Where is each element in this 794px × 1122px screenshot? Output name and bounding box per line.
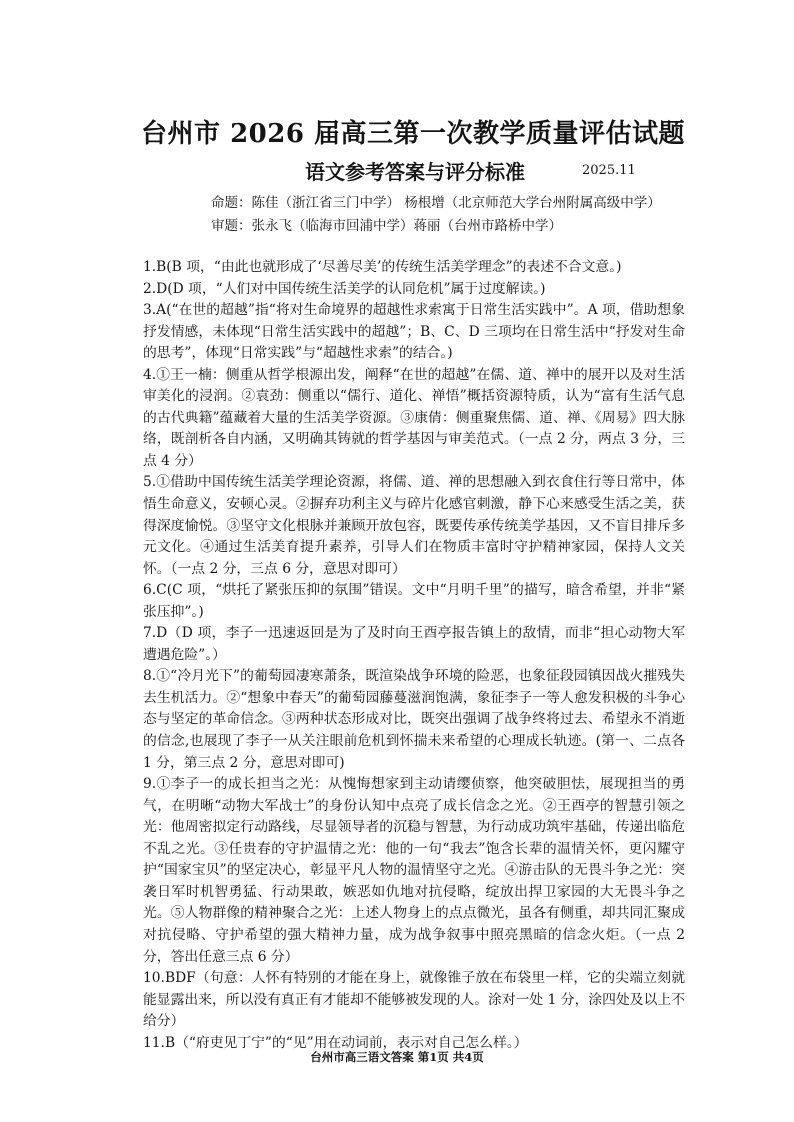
answer-7: 7.D（D 项，李子一迅速返回是为了及时向王酉亭报告镇上的敌情，而非“担心动物大军遭遇危险”。） [143,625,685,663]
answer-1: 1.B(B 项，“由此也就形成了‘尽善尽美’的传统生活美学理念”的表述不合文意。) [143,259,622,275]
answer-9: 9.①李子一的成长担当之光：从愧悔想家到主动请缨侦察，他突破胆怯，展现担当的勇气，在明晰“动物大军战士”的身份认知中点亮了成长信念之光。②王酉亭的智慧引领之光：他周密拟定行动路线，尽显领导者的沉稳与智慧，为行动成功筑牢基础，传递出临危不乱之光。③任贵春的守护温情之光：他的一句“我去”饱含长辈的温情关怀，更闪耀守护“国家宝贝”的坚定决心，彰显平凡人物的温情坚守之光。④游击队的无畏斗争之光：突袭日军时机智勇猛、行动果敢，嫉恶如仇地对抗侵略，绽放出捍卫家园的大无畏斗争之光。⑤人物群像的精神聚合之光：上述人物身上的点点微光，虽各有侧重，却共同汇聚成对抗侵略、守护希望的强大精神力量，成为战争叙事中照亮黑暗的信念火炬。（一点 2 分，答出任意三点 6 分） [143,776,685,965]
document-date: 2025.11 [582,163,636,178]
answer-8: 8.①“冷月光下”的葡萄园凄寒萧条，既渲染战争环境的险恶，也象征段园镇因战火摧残失去生机活力。②“想象中春天”的葡萄园藤蔓滋润饱满，象征李子一等人愈发积极的斗争心态与坚定的革命信念。③两种状态形成对比，既突出强调了战争终将过去、希望永不消逝的信念,也展现了李子一从关注眼前危机到怀揣未来希望的心理成长轨迹。(第一、二点各 1 分，第三点 2 分，意思对即可) [143,668,685,771]
page-footer: 台州市高三语文答案 第1页 共4页 [310,1050,484,1064]
page-subtitle: 语文参考答案与评分标准 [305,160,525,184]
answer-11: 11.B（“府吏见丁宁”的“见”用在动词前，表示对自己怎么样。） [143,1034,528,1051]
answer-5: 5.①借助中国传统生活美学理论资源，将儒、道、禅的思想融入到衣食住行等日常中，体悟生命意义，安顿心灵。②摒弃功利主义与碎片化感官刺激，静下心来感受生活之美，获得深度愉悦。③坚守文化根脉并兼顾开放包容，既要传承传统美学基因，又不盲目排斥多元文化。④通过生活美育提升素养，引导人们在物质丰富时守护精神家园，保持人文关怀。（一点 2 分，三点 6 分，意思对即可） [143,474,685,577]
authors-line: 命题：陈佳（浙江省三门中学） 杨根增（北京师范大学台州附属高级中学） [211,195,661,211]
answer-6: 6.C(C 项，“烘托了紧张压抑的氛围”错误。文中“月明千里”的描写，暗含希望，并非“紧张压抑”。) [143,582,685,620]
page-title: 台州市 2026 届高三第一次教学质量评估试题 [141,119,685,149]
answer-4: 4.①王一楠：侧重从哲学根源出发，阐释“在世的超越”在儒、道、禅中的展开以及对生活审美化的浸润。②袁劲：侧重以“儒行、道化、禅悟”概括资源特质，认为“富有生活气息的古代典籍”蕴藏着大量的生活美学资源。③康倩：侧重聚焦儒、道、禅、《周易》四大脉络，既剖析各自内涵，又明确其铸就的哲学基因与审美范式。（一点 2 分，两点 3 分，三点 4 分） [143,366,685,469]
answer-3: 3.A(“在世的超越”指“将对生命境界的超越性求索寓于日常生活实践中”。A 项，借助想象抒发情感，未体现“日常生活实践中的超越”；B、C、D 三项均在日常生活中“抒发对生命的思考”，体现“日常实践”与“超越性求索”的结合。) [143,302,685,362]
answer-2: 2.D(D 项，“人们对中国传统生活美学的认同危机”属于过度解读。) [143,280,546,297]
answer-10: 10.BDF（句意：人怀有特别的才能在身上，就像锥子放在布袋里一样，它的尖端立刻就能显露出来，所以没有真正有才能却不能够被发现的人。涂对一处 1 分，涂四处及以上不给分） [143,970,685,1030]
answer-list [143,257,685,1054]
reviewers-line: 审题：张永飞（临海市回浦中学）蒋丽（台州市路桥中学） [211,218,562,234]
